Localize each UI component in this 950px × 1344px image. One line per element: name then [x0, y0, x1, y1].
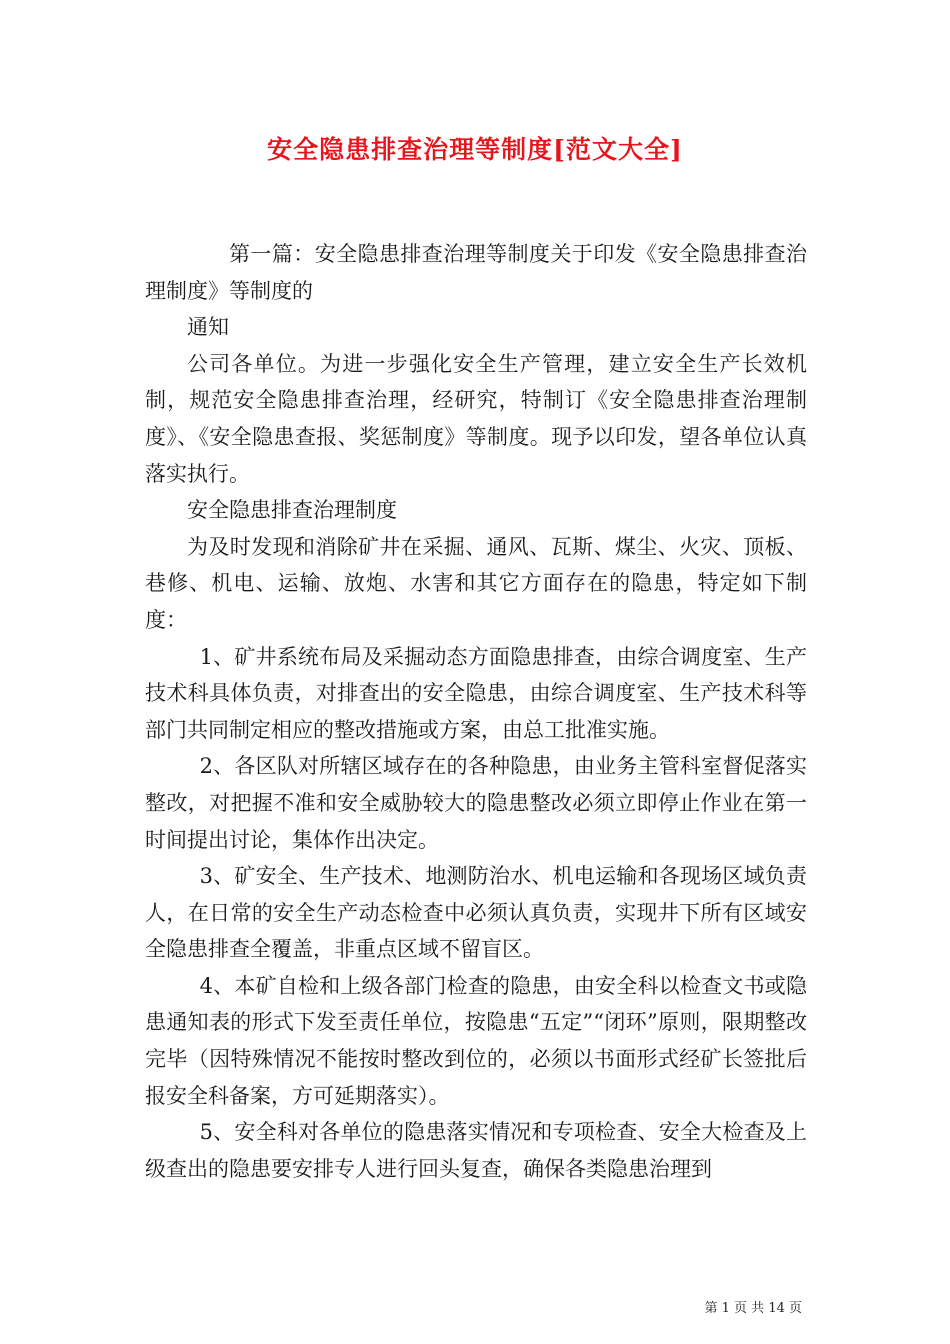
paragraph-item-1: 1、矿井系统布局及采掘动态方面隐患排查，由综合调度室、生产技术科具体负责，对排查出的安全隐患，由综合调度室、生产技术科等部门共同制定相应的整改措施或方案，由总工批准实施。	[145, 644, 807, 742]
document-body	[145, 236, 807, 1187]
document-title: 安全隐患排查治理等制度[范文大全]	[267, 135, 683, 164]
paragraph-intro: 第一篇：安全隐患排查治理等制度关于印发《安全隐患排查治理制度》等制度的	[145, 242, 807, 303]
paragraph-purpose: 为及时发现和消除矿井在采掘、通风、瓦斯、煤尘、火灾、顶板、巷修、机电、运输、放炮、水害和其它方面存在的隐患，特定如下制度：	[145, 534, 807, 632]
paragraph-section-heading: 安全隐患排查治理制度	[187, 498, 397, 523]
paragraph-item-4: 4、本矿自检和上级各部门检查的隐患，由安全科以检查文书或隐患通知表的形式下发至责任单位，按隐患“五定”“闭环”原则，限期整改完毕（因特殊情况不能按时整改到位的，必须以书面形式经矿长签批后报安全科备案，方可延期落实）。	[145, 973, 807, 1108]
paragraph-item-2: 2、各区队对所辖区域存在的各种隐患，由业务主管科室督促落实整改，对把握不准和安全威胁较大的隐患整改必须立即停止作业在第一时间提出讨论，集体作出决定。	[145, 754, 807, 852]
paragraph-item-3: 3、矿安全、生产技术、地测防治水、机电运输和各现场区域负责人，在日常的安全生产动态检查中必须认真负责，实现井下所有区域安全隐患排查全覆盖，非重点区域不留盲区。	[145, 864, 807, 962]
paragraph-notice-body: 公司各单位。为进一步强化安全生产管理，建立安全生产长效机制，规范安全隐患排查治理，经研究，特制订《安全隐患排查治理制度》、《安全隐患查报、奖惩制度》等制度。现予以印发，望各单位认真落实执行。	[145, 351, 807, 486]
page-number: 第 1 页 共 14 页	[704, 1301, 802, 1316]
paragraph-item-5: 5、安全科对各单位的隐患落实情况和专项检查、安全大检查及上级查出的隐患要安排专人进行回头复查，确保各类隐患治理到	[145, 1120, 807, 1181]
paragraph-notice-heading: 通知	[187, 315, 229, 340]
